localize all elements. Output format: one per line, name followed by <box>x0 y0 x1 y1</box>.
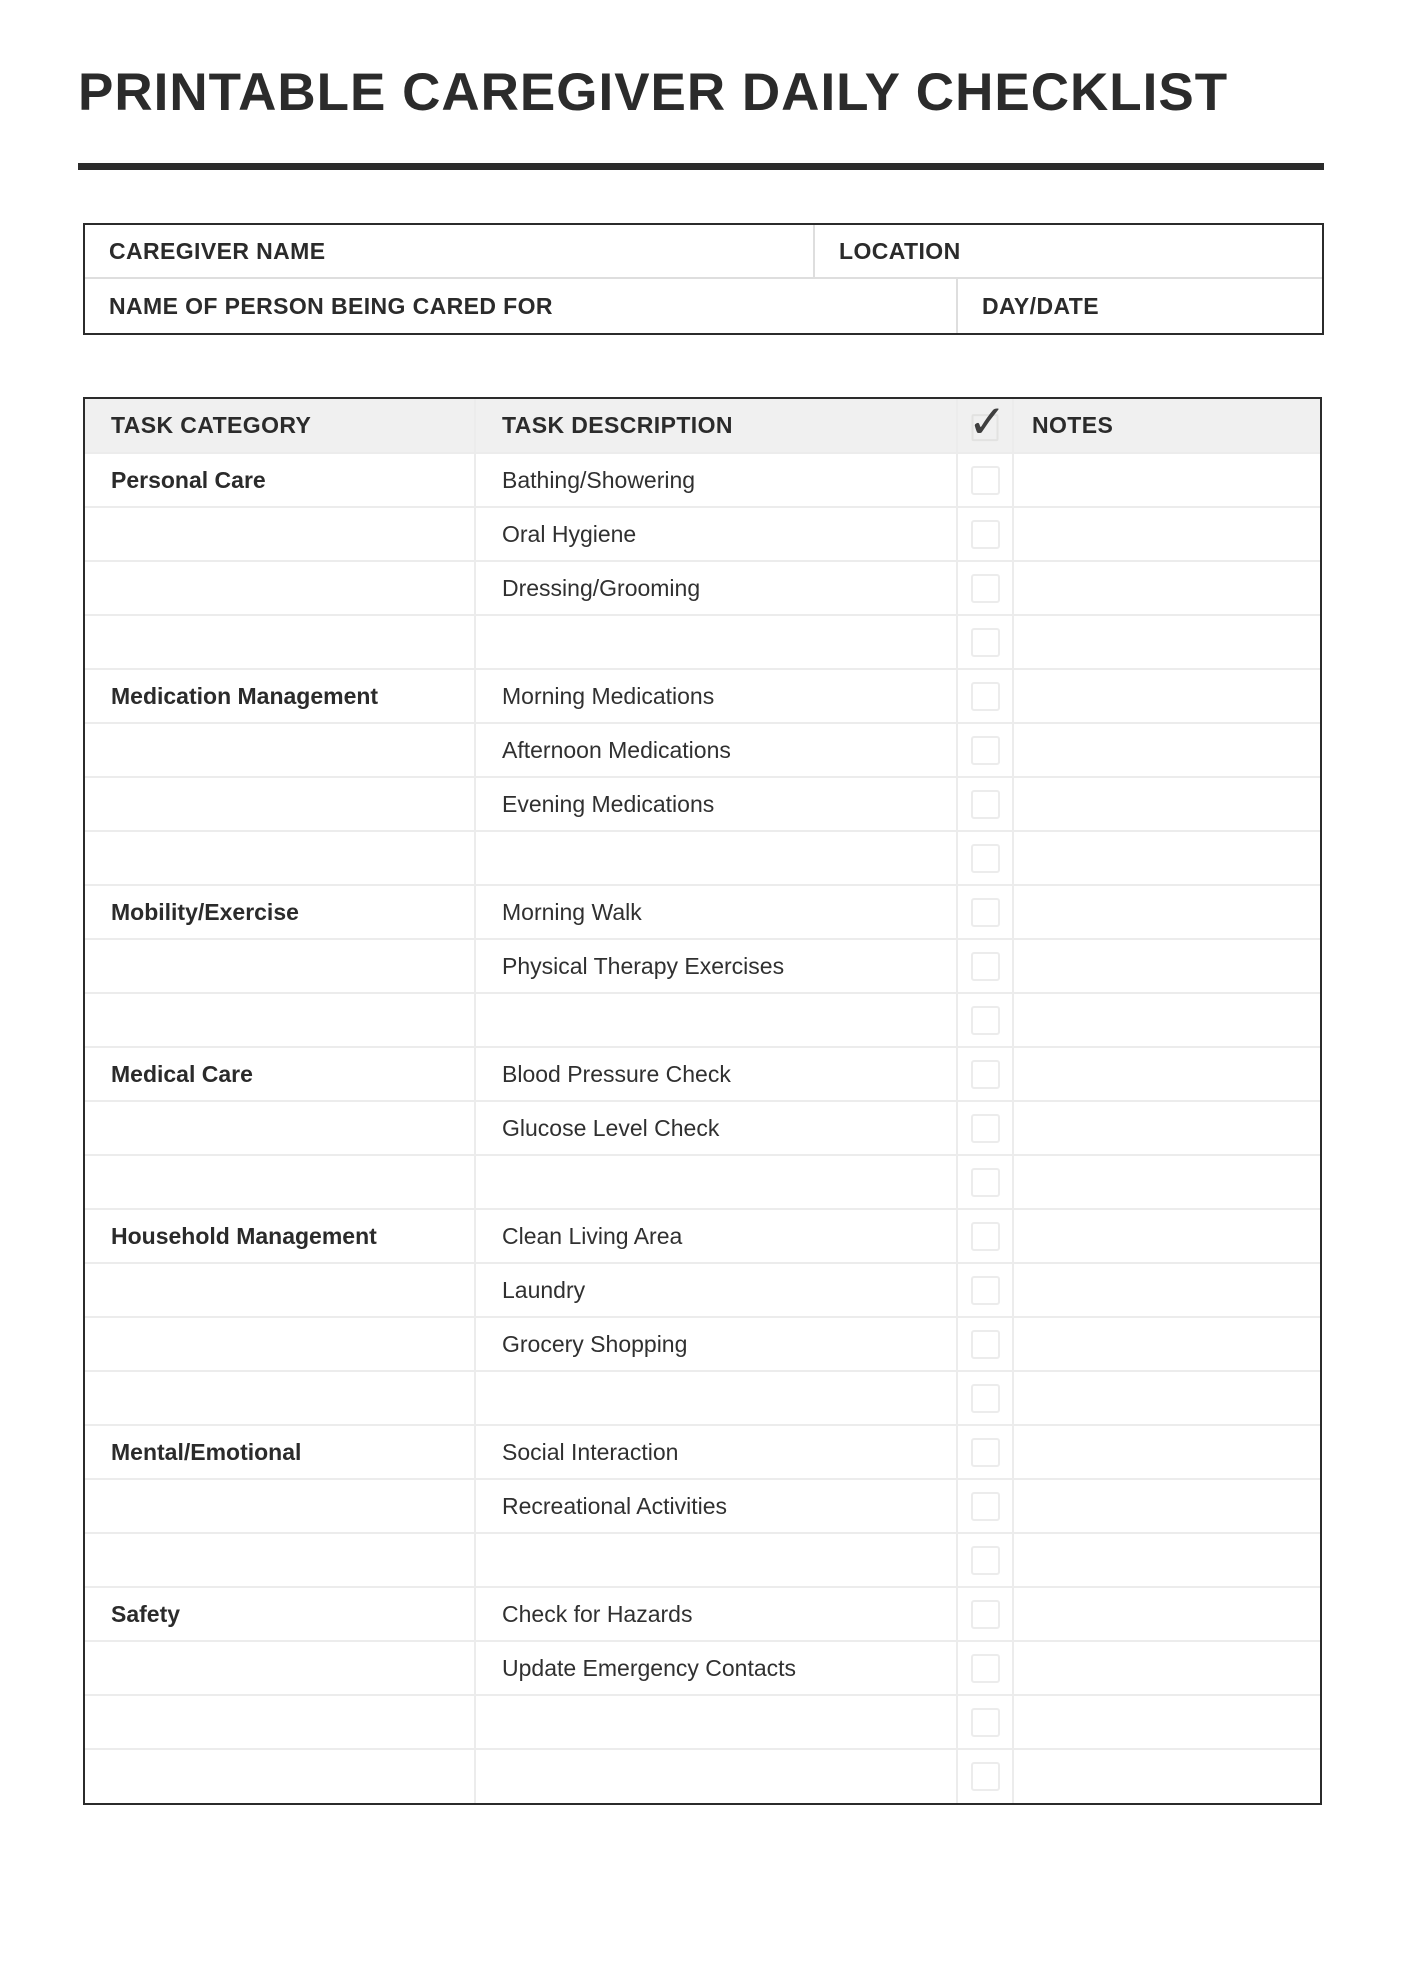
task-description-cell <box>475 1533 957 1587</box>
checkmark-icon: ✓ <box>967 399 1007 448</box>
field-label-day-date: DAY/DATE <box>982 292 1099 319</box>
check-cell <box>957 939 1013 993</box>
task-category-cell: Household Management <box>85 1209 475 1263</box>
notes-cell <box>1013 1695 1320 1749</box>
task-description-cell <box>475 1749 957 1803</box>
task-row <box>85 1641 1320 1695</box>
task-row <box>85 1587 1320 1641</box>
task-row <box>85 939 1320 993</box>
task-row <box>85 1047 1320 1101</box>
task-category-cell <box>85 1749 475 1803</box>
notes-cell <box>1013 1263 1320 1317</box>
field-location <box>815 225 1322 277</box>
notes-cell <box>1013 1101 1320 1155</box>
check-cell <box>957 1641 1013 1695</box>
task-description-cell: Morning Medications <box>475 669 957 723</box>
task-row <box>85 1155 1320 1209</box>
task-row <box>85 1425 1320 1479</box>
check-cell <box>957 1155 1013 1209</box>
check-cell <box>957 1479 1013 1533</box>
task-row <box>85 669 1320 723</box>
check-cell <box>957 1317 1013 1371</box>
notes-cell <box>1013 939 1320 993</box>
task-description-cell <box>475 1371 957 1425</box>
task-description-cell: Bathing/Showering <box>475 453 957 507</box>
field-label-location: LOCATION <box>839 237 961 264</box>
notes-cell <box>1013 1641 1320 1695</box>
task-checkbox[interactable] <box>971 520 1000 549</box>
task-row <box>85 1263 1320 1317</box>
task-category-cell: Medical Care <box>85 1047 475 1101</box>
check-cell <box>957 831 1013 885</box>
check-cell <box>957 1533 1013 1587</box>
task-category-cell <box>85 723 475 777</box>
notes-cell <box>1013 885 1320 939</box>
task-description-cell: Glucose Level Check <box>475 1101 957 1155</box>
task-category-cell <box>85 1371 475 1425</box>
notes-cell <box>1013 1155 1320 1209</box>
task-description-cell: Evening Medications <box>475 777 957 831</box>
notes-cell <box>1013 561 1320 615</box>
notes-cell <box>1013 1533 1320 1587</box>
task-description-cell <box>475 1695 957 1749</box>
task-row <box>85 1479 1320 1533</box>
notes-cell <box>1013 615 1320 669</box>
check-cell <box>957 1209 1013 1263</box>
task-description-cell: Check for Hazards <box>475 1587 957 1641</box>
task-row <box>85 1533 1320 1587</box>
task-checkbox[interactable] <box>971 844 1000 873</box>
task-description-cell <box>475 1155 957 1209</box>
task-category-cell <box>85 1155 475 1209</box>
task-description-cell: Update Emergency Contacts <box>475 1641 957 1695</box>
notes-cell <box>1013 1749 1320 1803</box>
check-cell <box>957 561 1013 615</box>
task-category-cell <box>85 939 475 993</box>
check-cell <box>957 1101 1013 1155</box>
task-category-cell <box>85 1317 475 1371</box>
task-checkbox[interactable] <box>971 1600 1000 1629</box>
task-checkbox[interactable] <box>971 1654 1000 1683</box>
task-checkbox[interactable] <box>971 1438 1000 1467</box>
task-description-cell: Physical Therapy Exercises <box>475 939 957 993</box>
task-checkbox[interactable] <box>971 736 1000 765</box>
header-task-description: TASK DESCRIPTION <box>475 399 957 453</box>
info-row-2 <box>85 279 1322 333</box>
task-description-cell <box>475 831 957 885</box>
task-category-cell: Mental/Emotional <box>85 1425 475 1479</box>
task-checkbox[interactable] <box>971 1006 1000 1035</box>
task-checkbox[interactable] <box>971 1546 1000 1575</box>
task-row <box>85 1749 1320 1803</box>
info-table <box>83 223 1324 335</box>
task-category-cell <box>85 1263 475 1317</box>
header-notes: NOTES <box>1013 399 1320 453</box>
task-category-cell <box>85 1641 475 1695</box>
header-check-column <box>957 399 1013 453</box>
check-cell <box>957 1263 1013 1317</box>
field-caregiver-name <box>85 225 815 277</box>
task-description-cell: Blood Pressure Check <box>475 1047 957 1101</box>
check-cell <box>957 723 1013 777</box>
task-row <box>85 453 1320 507</box>
task-checkbox[interactable] <box>971 574 1000 603</box>
check-cell <box>957 885 1013 939</box>
check-cell <box>957 507 1013 561</box>
task-checkbox[interactable] <box>971 898 1000 927</box>
notes-cell <box>1013 1479 1320 1533</box>
task-checkbox[interactable] <box>971 1330 1000 1359</box>
check-cell <box>957 669 1013 723</box>
task-row <box>85 561 1320 615</box>
task-row <box>85 615 1320 669</box>
task-row <box>85 507 1320 561</box>
task-description-cell: Social Interaction <box>475 1425 957 1479</box>
check-cell <box>957 1587 1013 1641</box>
check-cell <box>957 993 1013 1047</box>
task-description-cell: Recreational Activities <box>475 1479 957 1533</box>
field-label-person-name: NAME OF PERSON BEING CARED FOR <box>109 292 553 319</box>
page-title: PRINTABLE CAREGIVER DAILY CHECKLIST <box>78 63 1229 122</box>
task-checkbox[interactable] <box>971 1114 1000 1143</box>
task-row <box>85 723 1320 777</box>
task-category-cell <box>85 777 475 831</box>
notes-cell <box>1013 1209 1320 1263</box>
task-checkbox[interactable] <box>971 1384 1000 1413</box>
field-day-date <box>958 279 1322 333</box>
notes-cell <box>1013 1047 1320 1101</box>
task-row <box>85 885 1320 939</box>
task-category-cell: Medication Management <box>85 669 475 723</box>
task-row <box>85 1101 1320 1155</box>
task-description-cell: Clean Living Area <box>475 1209 957 1263</box>
task-category-cell <box>85 831 475 885</box>
task-category-cell <box>85 1533 475 1587</box>
task-row <box>85 1317 1320 1371</box>
notes-cell <box>1013 1371 1320 1425</box>
task-category-cell: Personal Care <box>85 453 475 507</box>
task-row <box>85 1209 1320 1263</box>
task-row <box>85 1695 1320 1749</box>
task-description-cell: Afternoon Medications <box>475 723 957 777</box>
check-cell <box>957 1425 1013 1479</box>
task-category-cell: Mobility/Exercise <box>85 885 475 939</box>
notes-cell <box>1013 993 1320 1047</box>
task-category-cell <box>85 1479 475 1533</box>
task-row <box>85 831 1320 885</box>
task-description-cell <box>475 615 957 669</box>
header-task-category: TASK CATEGORY <box>85 399 475 453</box>
task-category-cell: Safety <box>85 1587 475 1641</box>
field-label-caregiver-name: CAREGIVER NAME <box>109 237 326 264</box>
task-category-cell <box>85 561 475 615</box>
task-description-cell: Oral Hygiene <box>475 507 957 561</box>
task-checkbox[interactable] <box>971 1708 1000 1737</box>
task-category-cell <box>85 615 475 669</box>
task-row <box>85 993 1320 1047</box>
notes-cell <box>1013 777 1320 831</box>
checklist-table <box>83 397 1322 1805</box>
task-category-cell <box>85 993 475 1047</box>
notes-cell <box>1013 1587 1320 1641</box>
check-cell <box>957 1371 1013 1425</box>
check-cell <box>957 1695 1013 1749</box>
check-cell <box>957 615 1013 669</box>
task-checkbox[interactable] <box>971 952 1000 981</box>
checklist-body <box>85 453 1320 1803</box>
task-checkbox[interactable] <box>971 1168 1000 1197</box>
task-checkbox[interactable] <box>971 1762 1000 1791</box>
task-description-cell: Grocery Shopping <box>475 1317 957 1371</box>
task-description-cell <box>475 993 957 1047</box>
notes-cell <box>1013 669 1320 723</box>
task-checkbox[interactable] <box>971 1492 1000 1521</box>
task-category-cell <box>85 1695 475 1749</box>
task-checkbox[interactable] <box>971 466 1000 495</box>
check-cell <box>957 777 1013 831</box>
checklist-header-row <box>85 399 1320 453</box>
check-cell <box>957 453 1013 507</box>
task-description-cell: Dressing/Grooming <box>475 561 957 615</box>
notes-cell <box>1013 1317 1320 1371</box>
task-row <box>85 777 1320 831</box>
task-checkbox[interactable] <box>971 628 1000 657</box>
task-row <box>85 1371 1320 1425</box>
task-description-cell: Laundry <box>475 1263 957 1317</box>
notes-cell <box>1013 1425 1320 1479</box>
check-cell <box>957 1047 1013 1101</box>
notes-cell <box>1013 453 1320 507</box>
info-row-1 <box>85 225 1322 279</box>
task-category-cell <box>85 507 475 561</box>
task-category-cell <box>85 1101 475 1155</box>
title-divider <box>78 163 1324 170</box>
notes-cell <box>1013 507 1320 561</box>
notes-cell <box>1013 831 1320 885</box>
task-checkbox[interactable] <box>971 682 1000 711</box>
task-checkbox[interactable] <box>971 1276 1000 1305</box>
field-person-name <box>85 279 958 333</box>
task-checkbox[interactable] <box>971 790 1000 819</box>
notes-cell <box>1013 723 1320 777</box>
check-cell <box>957 1749 1013 1803</box>
task-description-cell: Morning Walk <box>475 885 957 939</box>
task-checkbox[interactable] <box>971 1222 1000 1251</box>
task-checkbox[interactable] <box>971 1060 1000 1089</box>
